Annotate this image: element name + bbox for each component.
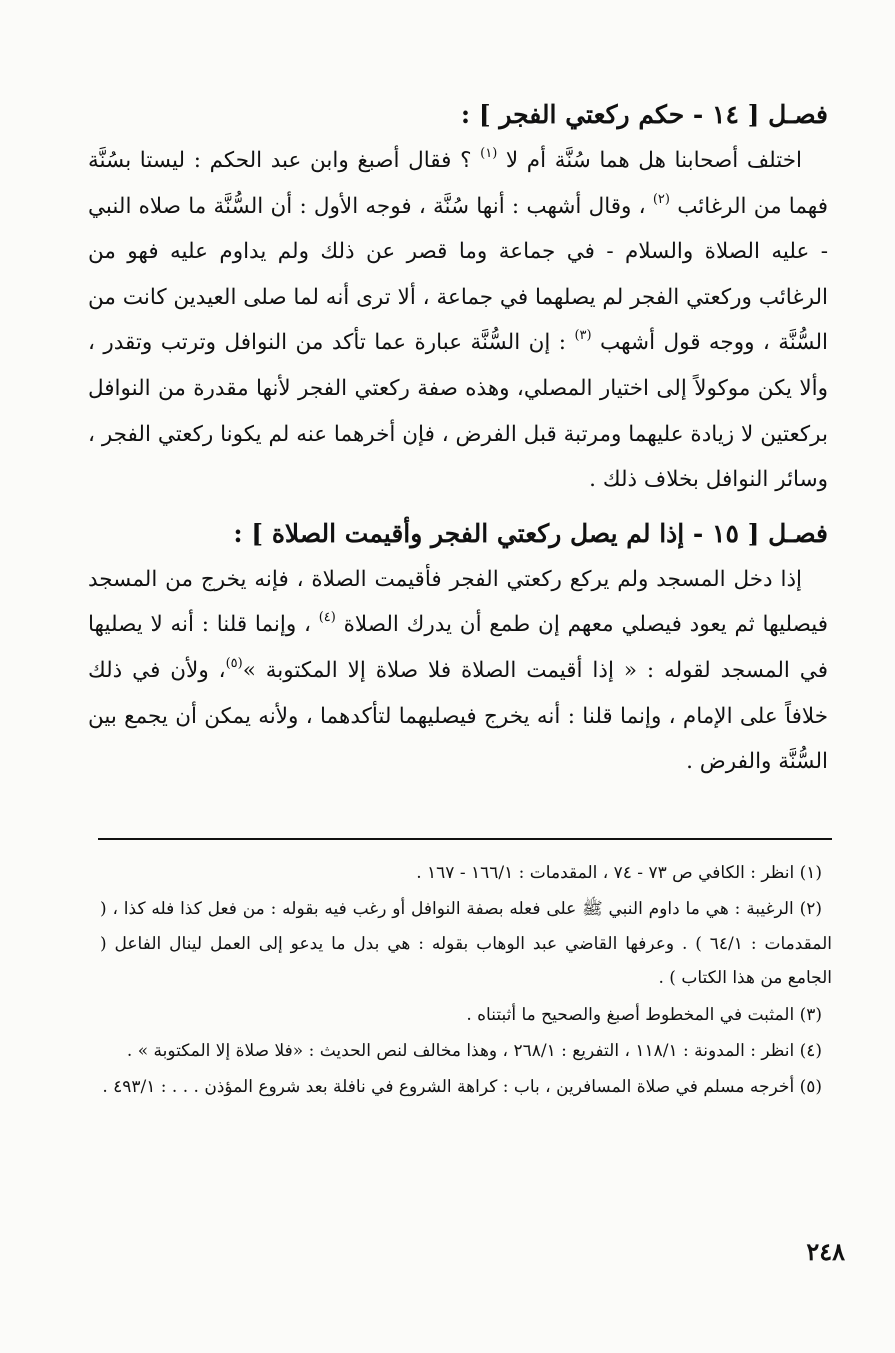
footnote-4: (٤) انظر : المدونة : ١١٨/١ ، التفريع : ٢٦٨/١ ، وهذا مخالف لنص الحديث : «فلا صلاة إلا المكتوبة » . bbox=[126, 1041, 822, 1062]
text-run: اختلف أصحابنا هل هما سُنَّة أم لا bbox=[497, 148, 802, 173]
text-run: ، وإنما قلنا : أنه لا يصليها في المسجد لقوله : « إذا أقيمت الصلاة فلا صلاة إلا المكتوبة » bbox=[88, 612, 828, 683]
page-number: ٢٤٨ bbox=[806, 1237, 845, 1266]
text-run: : إن السُّنَّة عبارة عما تأكد من النوافل وترتب وتقدر ، وألا يكن موكولاً إلى اختيار المصلي، وهذه صفة ركعتي الفجر لأنها مقدرة من النوافل بركعتين لا زيادة عليهما ومرتبة قبل الفرض ، فإن أخرهما عنه لم يكونا ركعتي الفجر ، وسائر النوافل بخلاف ذلك . bbox=[88, 330, 828, 493]
footnotes bbox=[100, 856, 832, 1105]
section-heading-15: فصـل [ ١٥ - إذا لم يصل ركعتي الفجر وأقيمت الصلاة ] : bbox=[233, 518, 828, 548]
footnote-5: (٥) أخرجه مسلم في صلاة المسافرين ، باب : كراهة الشروع في نافلة بعد شروع المؤذن . . . : ٤٩٣/١ . bbox=[102, 1077, 822, 1098]
footnote-3: (٣) المثبت في المخطوط أصبغ والصحيح ما أثبتناه . bbox=[466, 1004, 822, 1025]
footnote-ref: (٥) bbox=[225, 655, 243, 671]
section-paragraph-14 bbox=[88, 138, 828, 503]
footnote-1: (١) انظر : الكافي ص ٧٣ - ٧٤ ، المقدمات : ١٦٦/١ - ١٦٧ . bbox=[416, 863, 822, 883]
footnote-ref: (٤) bbox=[318, 610, 336, 626]
section-heading-14: فصـل [ ١٤ - حكم ركعتي الفجر ] : bbox=[460, 100, 828, 129]
footnote-divider bbox=[98, 838, 832, 840]
main-text bbox=[88, 92, 828, 785]
footnote-2: (٢) الرغيبة : هي ما داوم النبي ﷺ على فعله بصفة النوافل أو رغب فيه بقوله : من فعل كذا فله كذا ، ( المقدمات : ٦٤/١ ) . وعرفها القاضي عبد الوهاب بقوله : هي بدل ما يدعو إلى العمل لينال الفاعل ( الجامع من هذا الكتاب ) . bbox=[100, 899, 832, 989]
text-run: ، وقال أشهب : أنها سُنَّة ، فوجه الأول : أن السُّنَّة ما صلاه النبي - عليه الصلاة والسلام - في جماعة وما قصر عن ذلك ولم يداوم عليه فهو من الرغائب وركعتي الفجر لم يصلهما في جماعة ، ألا ترى أنه لما صلى العيدين كانت من السُّنَّة ، ووجه قول أشهب bbox=[88, 193, 828, 356]
section-paragraph-15 bbox=[88, 557, 828, 785]
text-run: ، ولأن في ذلك خلافاً على الإمام ، وإنما قلنا : أنه يخرج فيصليهما لتأكدهما ، ولأنه يمكن أن يجمع بين السُّنَّة والفرض . bbox=[88, 657, 828, 775]
footnote-ref: (١) bbox=[480, 146, 498, 161]
text-run: ؟ فقال أصبغ وابن عبد الحكم : ليستا بسُنَّة فهما من الرغائب bbox=[88, 148, 828, 219]
footnote-ref: (٣) bbox=[574, 328, 592, 344]
text-run: إذا دخل المسجد ولم يركع ركعتي الفجر فأقيمت الصلاة ، فإنه يخرج من المسجد فيصليها ثم يعود فيصلي معهم إن طمع أن يدرك الصلاة bbox=[88, 566, 828, 638]
footnote-ref: (٢) bbox=[652, 191, 670, 207]
